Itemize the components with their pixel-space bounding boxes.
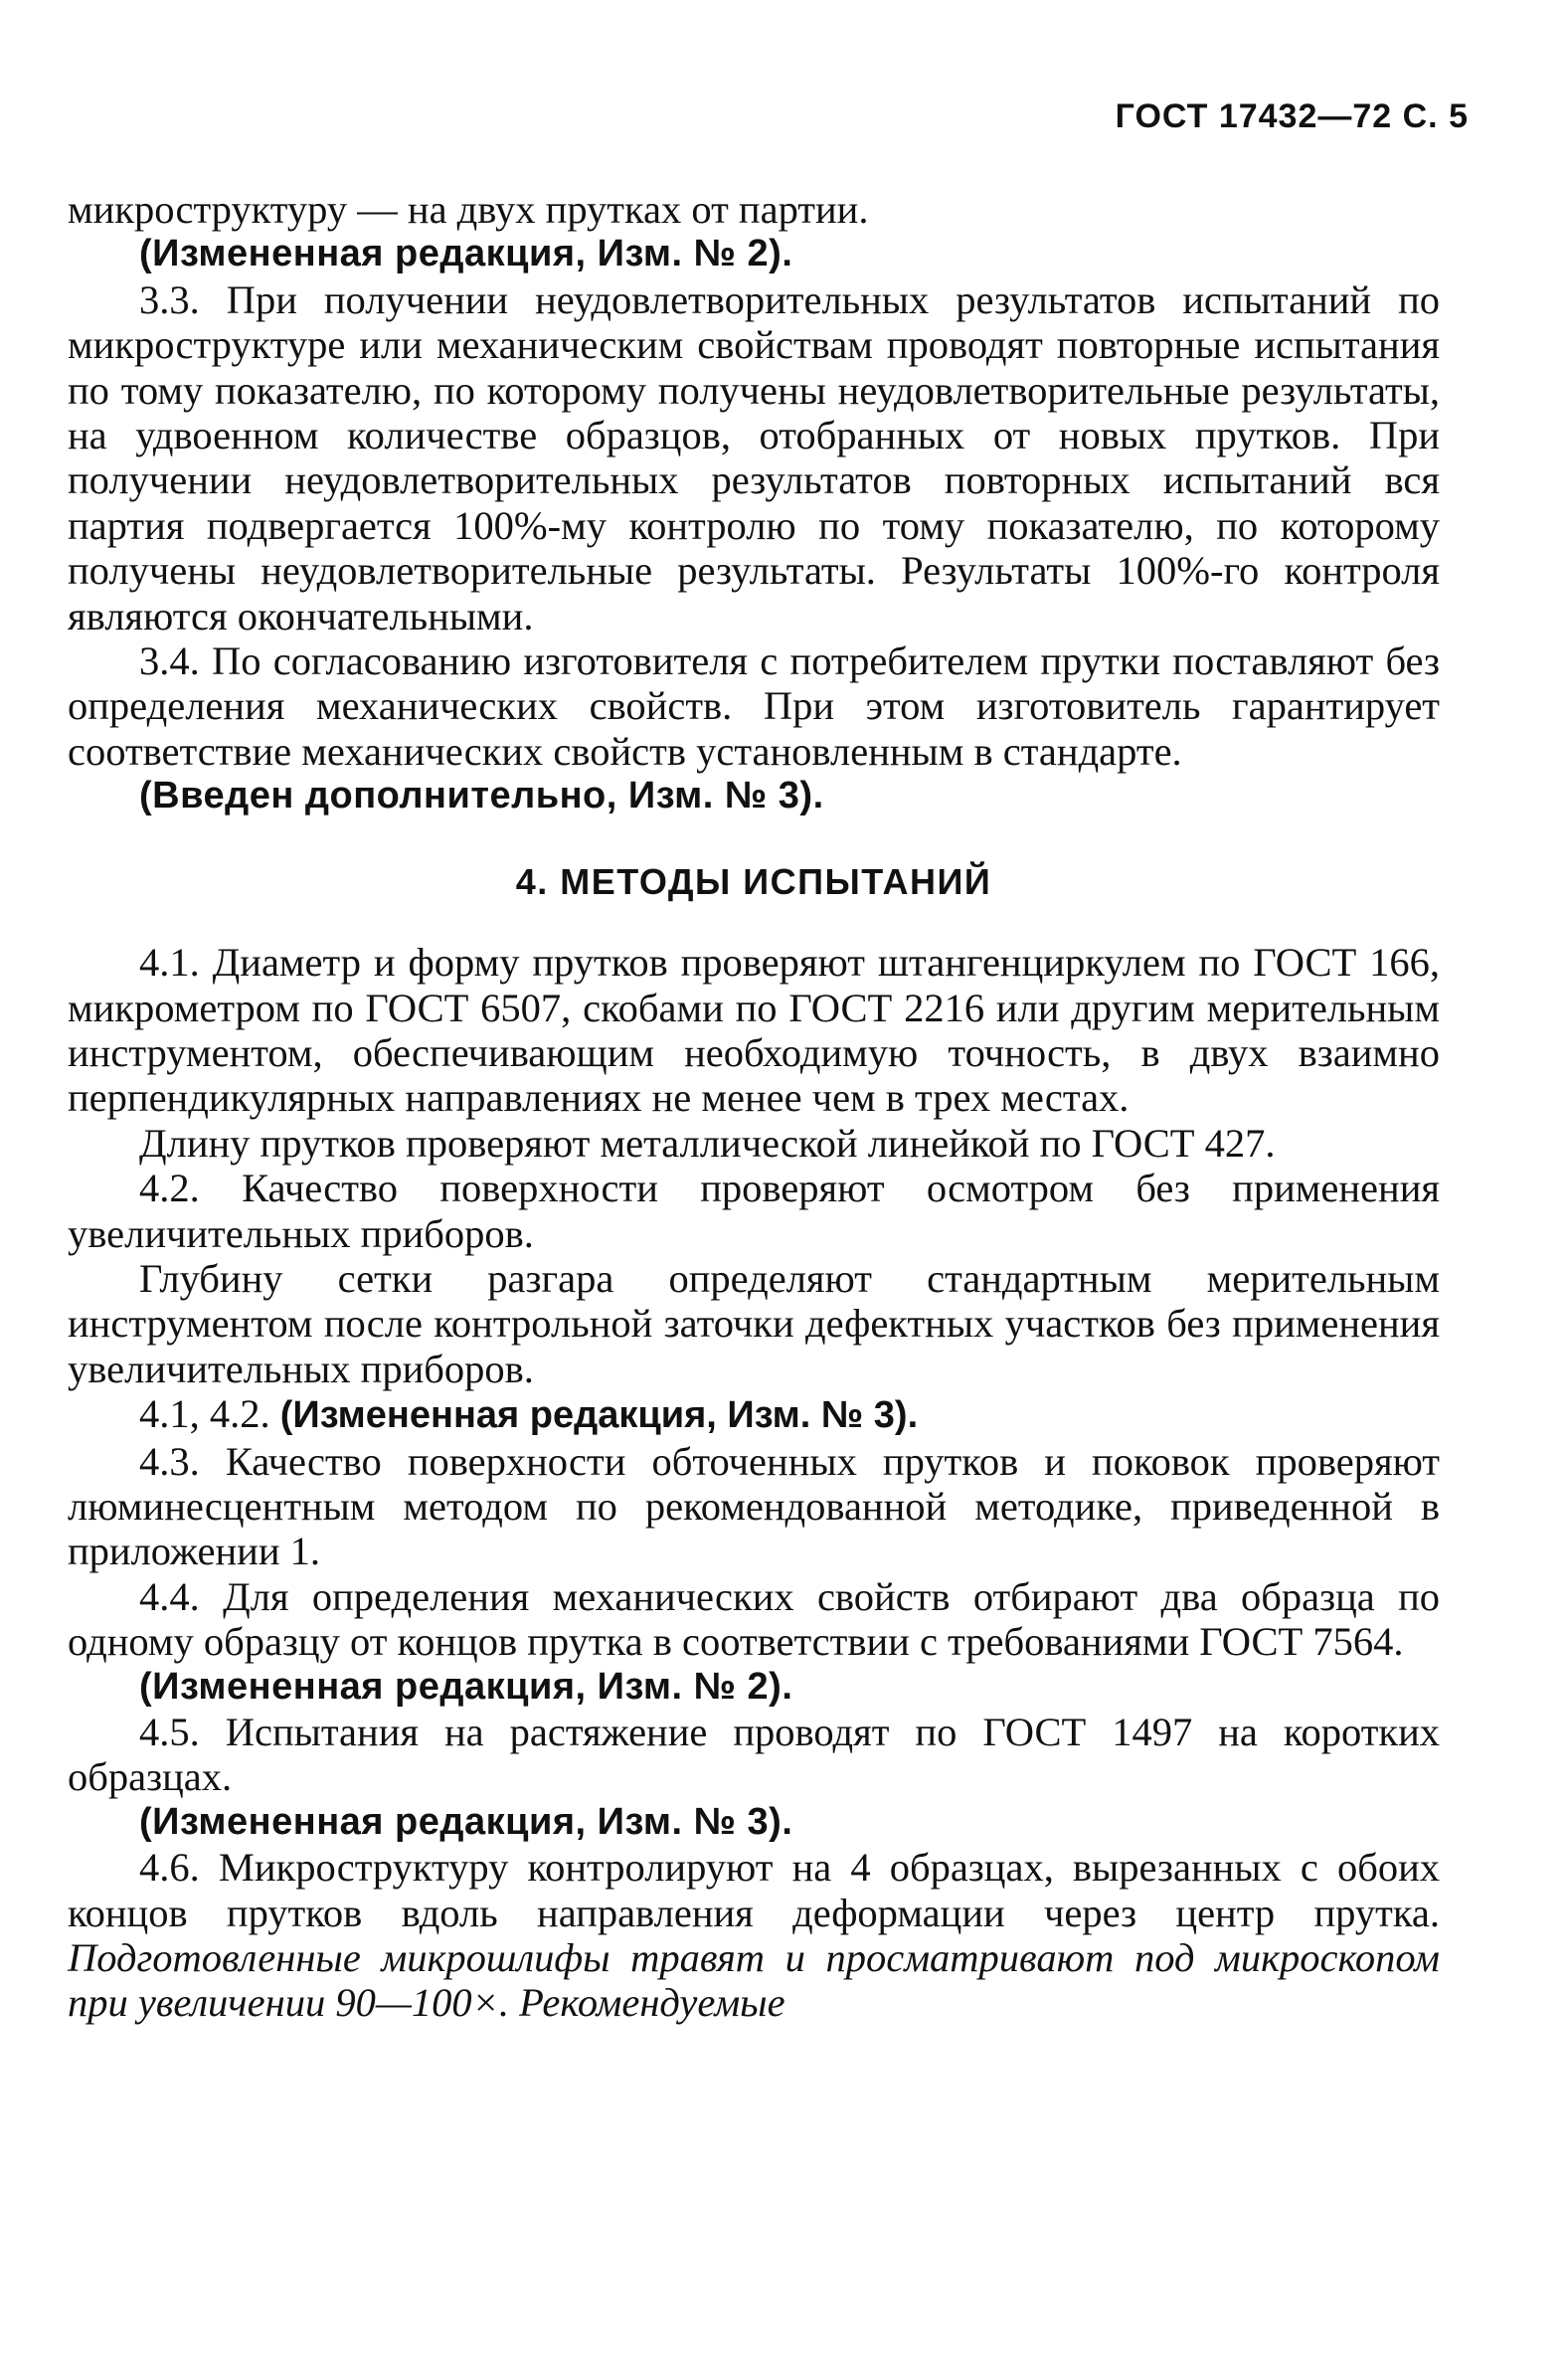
amendment-note: (Измененная редакция, Изм. № 2). [139,233,793,275]
amendment-note: (Измененная редакция, Изм. № 2). [139,1665,793,1708]
paragraph-4-3: 4.3. Качество поверхности обточенных прутков и поковок проверяют люминесцентным методом по рекомендованной методике, приведенной в приложении 1. [68,1438,1440,1574]
section-title: 4. МЕТОДЫ ИСПЫТАНИЙ [515,860,992,902]
paragraph-4-6 [68,1845,1440,2026]
paragraph-3-4: 3.4. По согласованию изготовителя с потребителем прутки поставляют без определения механических свойств. При этом изготовитель гарантирует соответствие механических свойств установленным в стандарте. [68,638,1440,774]
paragraph-4-1-length: Длину прутков проверяют металлической линейкой по ГОСТ 427. [139,1120,1276,1166]
paragraph-4-2: 4.2. Качество поверхности проверяют осмотром без применения увеличительных приборов. [68,1166,1440,1256]
amendment-note: (Введен дополнительно, Изм. № 3). [139,775,824,817]
paragraph-4-6-part-2: Подготовленные микрошлифы травят и просматривают под микроскопом при увеличении 90—100×. Рекомендуемые [68,1935,1440,2026]
paragraph-4-1-4-2-amendment [68,1391,1440,1438]
amendment-note: (Измененная редакция, Изм. № 3). [139,1800,793,1843]
paragraph-4-2-depth: Глубину сетки разгара определяют стандартным мерительным инструментом после контрольной заточки дефектных участков без применения увеличительных приборов. [68,1255,1440,1391]
running-header: ГОСТ 17432—72 С. 5 [1115,97,1469,135]
amendment-note: (Измененная редакция, Изм. № 3). [279,1394,919,1437]
body-text [68,187,1440,2026]
clause-reference: 4.1, 4.2. [139,1391,270,1437]
paragraph-4-6-part-1: 4.6. Микроструктуру контролируют на 4 образцах, вырезанных с обоих концов прутков вдоль направления деформации через центр прутка. [68,1845,1440,1935]
paragraph-4-1: 4.1. Диаметр и форму прутков проверяют штангенциркулем по ГОСТ 166, микрометром по ГОСТ 6507, скобами по ГОСТ 2216 или другим мерительным инструментом, обеспечивающим необходимую точность, в двух взаимно перпендикулярных направлениях не менее чем в трех местах. [68,940,1440,1121]
paragraph-continuation: микроструктуру — на двух прутках от партии. [68,187,869,232]
paragraph-4-5: 4.5. Испытания на растяжение проводят по ГОСТ 1497 на коротких образцах. [68,1710,1440,1800]
paragraph-3-3: 3.3. При получении неудовлетворительных результатов испытаний по микроструктуре или механическим свойствам проводят повторные испытания по тому показателю, по которому получены неудовлетворительные результаты, на удвоенном количестве образцов, отобранных от новых прутков. При получении неудовлетворительных результатов повторных испытаний вся партия подвергается 100%-му контролю по тому показателю, по которому получены неудовлетворительные результаты. Результаты 100%-го контроля являются окончательными. [68,276,1440,638]
paragraph-4-4: 4.4. Для определения механических свойств отбирают два образца по одному образцу от концов прутка в соответствии с требованиями ГОСТ 7564. [68,1573,1440,1665]
